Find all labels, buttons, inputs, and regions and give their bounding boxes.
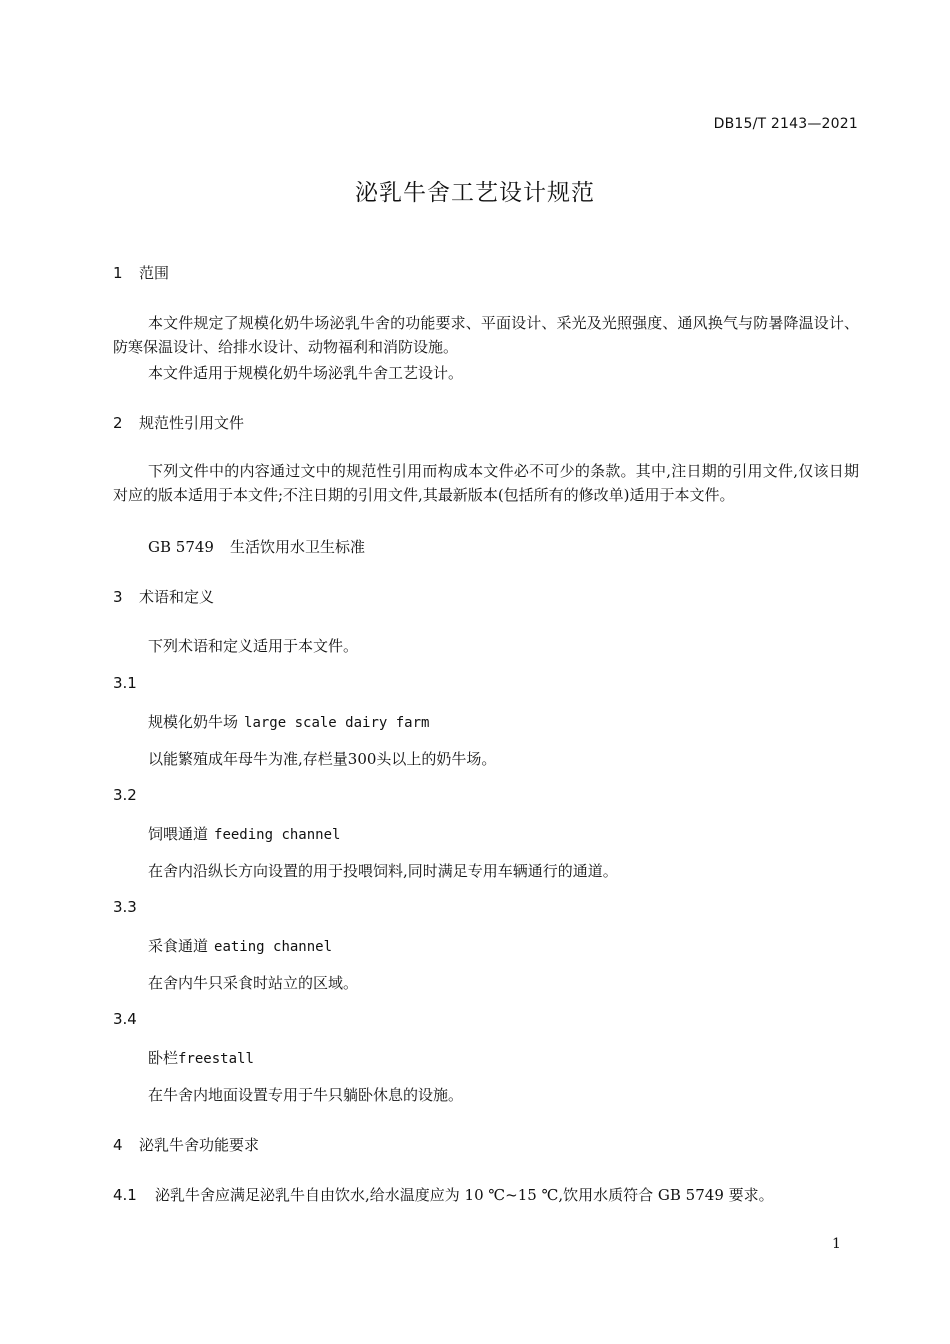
reference-code: GB 5749 — [148, 538, 214, 556]
document-id: DB15/T 2143—2021 — [713, 116, 858, 132]
clause-text: 泌乳牛舍应满足泌乳牛自由饮水,给水温度应为 10 ℃~15 ℃,饮用水质符合 GB 5749 要求。 — [155, 1186, 774, 1204]
term-number: 3.2 — [113, 786, 137, 804]
term-definition: 以能繁殖成年母牛为准,存栏量300头以上的奶牛场。 — [148, 750, 497, 768]
section-3-intro: 下列术语和定义适用于本文件。 — [148, 637, 359, 655]
section-2-heading — [113, 412, 244, 433]
term-en: freestall — [178, 1051, 254, 1067]
term-heading — [148, 823, 340, 844]
term-definition: 在舍内牛只采食时站立的区域。 — [148, 974, 359, 992]
clause-4-1 — [113, 1184, 774, 1205]
section-1-paragraph-1: 本文件规定了规模化奶牛场泌乳牛舍的功能要求、平面设计、采光及光照强度、通风换气与防暑降温设计、防寒保温设计、给排水设计、动物福利和消防设施。 — [113, 314, 859, 356]
term-number: 3.1 — [113, 674, 137, 692]
term-heading — [148, 711, 429, 732]
term-definition: 在牛舍内地面设置专用于牛只躺卧休息的设施。 — [148, 1086, 464, 1104]
term-definition: 在舍内沿纵长方向设置的用于投喂饲料,同时满足专用车辆通行的通道。 — [148, 862, 618, 880]
term-en: eating channel — [214, 939, 333, 955]
section-number: 3 — [113, 588, 123, 606]
term-en: large scale dairy farm — [244, 715, 430, 731]
term-number: 3.4 — [113, 1010, 137, 1028]
term-heading — [148, 935, 332, 956]
document-title: 泌乳牛舍工艺设计规范 — [355, 180, 595, 206]
term-zh: 规模化奶牛场 — [148, 713, 239, 731]
reference-title: 生活饮用水卫生标准 — [229, 538, 365, 556]
page-number: 1 — [832, 1236, 841, 1252]
section-title: 术语和定义 — [139, 588, 215, 606]
section-1-paragraph-2: 本文件适用于规模化奶牛场泌乳牛舍工艺设计。 — [148, 364, 464, 382]
term-zh: 卧栏 — [148, 1049, 179, 1067]
clause-number: 4.1 — [113, 1186, 137, 1204]
term-en: feeding channel — [214, 827, 341, 843]
term-heading — [148, 1047, 254, 1068]
term-zh: 采食通道 — [148, 937, 209, 955]
section-1-heading — [113, 262, 169, 283]
term-zh: 饲喂通道 — [148, 825, 209, 843]
section-number: 1 — [113, 264, 123, 282]
section-title: 范围 — [139, 264, 170, 282]
section-title: 泌乳牛舍功能要求 — [139, 1136, 260, 1154]
section-number: 4 — [113, 1136, 123, 1154]
section-title: 规范性引用文件 — [139, 414, 245, 432]
section-3-heading — [113, 586, 214, 607]
section-4-heading — [113, 1134, 259, 1155]
term-number: 3.3 — [113, 898, 137, 916]
section-2-paragraph-1: 下列文件中的内容通过文中的规范性引用而构成本文件必不可少的条款。其中,注日期的引用文件,仅该日期对应的版本适用于本文件;不注日期的引用文件,其最新版本(包括所有的修改单)适用于本文件。 — [113, 462, 859, 504]
normative-reference — [148, 536, 365, 557]
section-number: 2 — [113, 414, 123, 432]
